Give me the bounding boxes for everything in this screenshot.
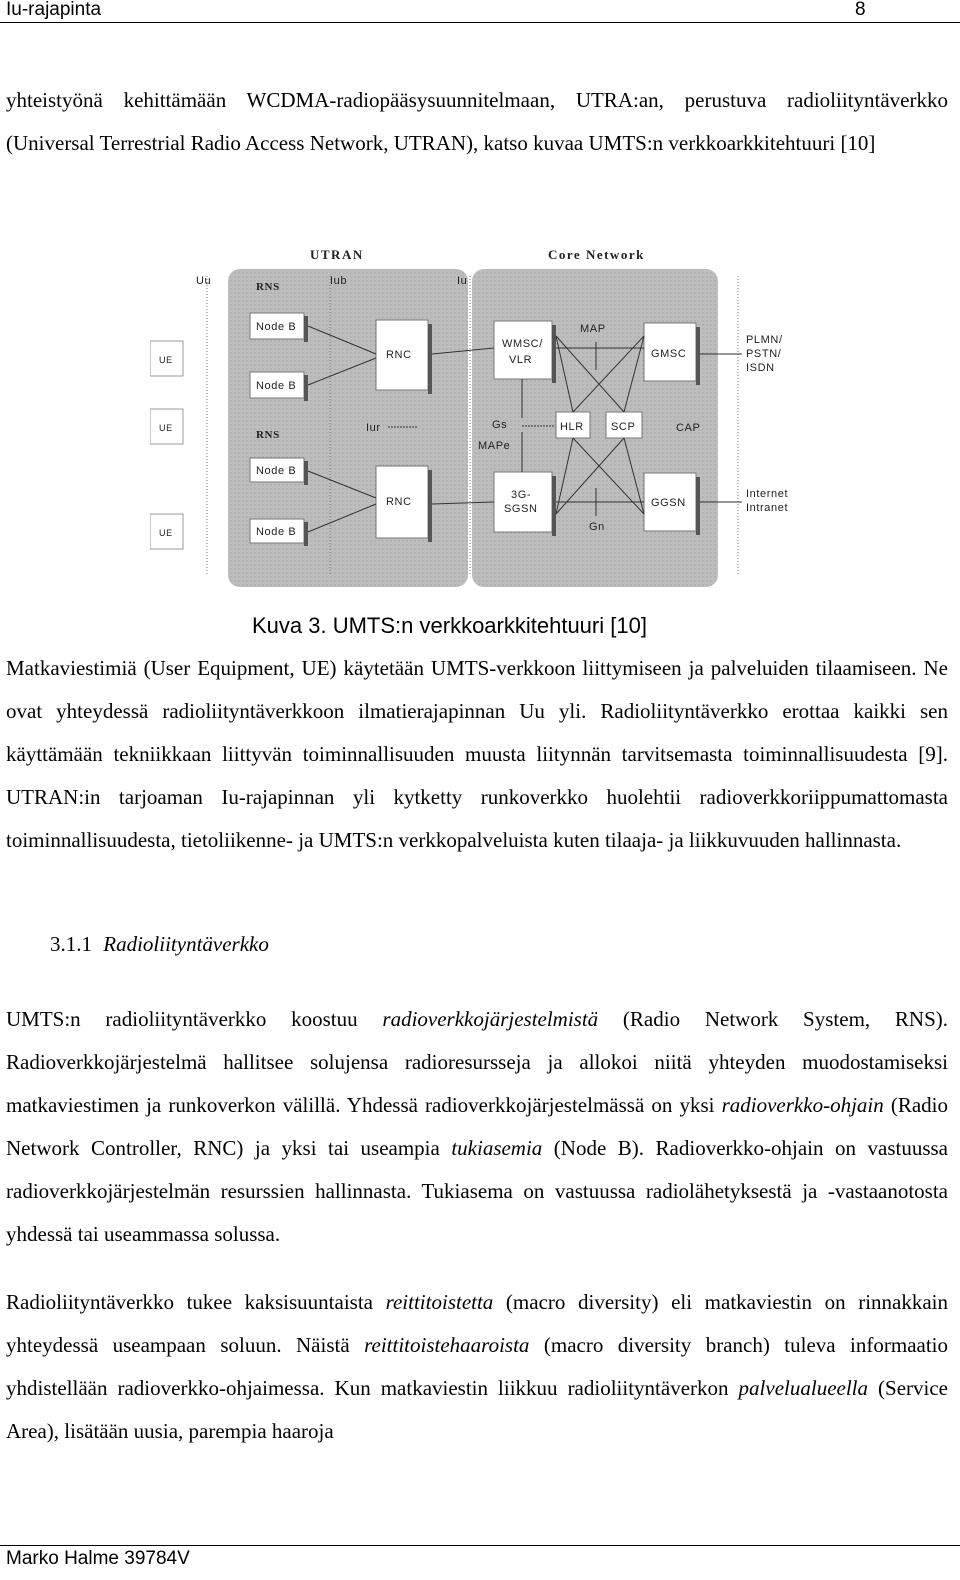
svg-text:VLR: VLR [509, 354, 533, 366]
hlr-box [556, 412, 590, 438]
svg-text:Node B: Node B [256, 465, 297, 477]
figure-caption: Kuva 3. UMTS:n verkkoarkkitehtuuri [10] [252, 613, 647, 638]
intranet-label: Intranet [746, 502, 789, 514]
rns-label-top: RNS [256, 281, 280, 293]
svg-text:RNC: RNC [386, 496, 412, 508]
section-number: 3.1.1 [50, 932, 92, 956]
page-number: 8 [855, 0, 866, 20]
svg-text:UE: UE [159, 355, 173, 365]
section-title: Radioliityntäverkko [103, 932, 269, 956]
internet-label: Internet [746, 488, 789, 500]
footer-author: Marko Halme 39784V [6, 1548, 190, 1569]
svg-text:GMSC: GMSC [651, 348, 687, 360]
rnc-box [376, 466, 432, 542]
sgsn-box [494, 472, 556, 536]
core-network-label: Core Network [548, 247, 645, 262]
svg-text:Node B: Node B [256, 380, 297, 392]
umts-architecture-diagram [150, 236, 802, 592]
section-heading [50, 932, 269, 957]
gmsc-box [644, 323, 700, 385]
rnc-box [376, 320, 432, 394]
iu-label: Iu [457, 275, 468, 287]
node-b-box [250, 313, 308, 342]
isdn-label: ISDN [746, 362, 775, 374]
gs-label: Gs [492, 419, 508, 431]
gn-label: Gn [589, 521, 605, 533]
mape-label: MAPe [478, 440, 511, 452]
node-b-box [250, 519, 308, 546]
plmn-label: PLMN/ [746, 334, 783, 346]
pstn-label: PSTN/ [746, 348, 782, 360]
paragraph-ue: Matkaviestimiä (User Equipment, UE) käytetään UMTS-verkkoon liittymiseen ja palveluiden tilaamiseen. Ne ovat yhteydessä radioliityntäverkkoon ilmatierajapinnan Uu yli. Radioliityntäverkko erottaa kaikki sen käyttämään tekniikkaan liittyvän toiminnallisuuden muusta liitynnän tarvitsemasta toiminnallisuudesta [9]. UTRAN:in tarjoaman Iu-rajapinnan yli kytketty runkoverkko huolehtii radioverkkoriippumattomasta toiminnallisuudesta, tietoliikenne- ja UMTS:n verkkopalveluista kuten tilaaja- ja liikkuvuuden hallinnasta. [6, 656, 948, 852]
page-footer [0, 1545, 960, 1580]
svg-text:GGSN: GGSN [651, 497, 686, 509]
ue-box-1 [150, 341, 183, 376]
ue-box-3 [150, 514, 183, 549]
svg-text:HLR: HLR [560, 421, 584, 433]
wmsc-vlr-box [494, 321, 556, 383]
iub-label: Iub [330, 275, 348, 287]
svg-text:UE: UE [159, 423, 173, 433]
node-b-box [250, 458, 308, 485]
page-header [0, 0, 960, 23]
scp-box [606, 412, 642, 438]
svg-text:Node B: Node B [256, 526, 297, 538]
paragraph-intro: yhteistyönä kehittämään WCDMA-radiopääsysuunnitelmaan, UTRA:an, perustuva radioliityntäverkko (Universal Terrestrial Radio Access Network, UTRAN), katso kuvaa UMTS:n verkkoarkkitehtuuri [10] [6, 88, 948, 155]
svg-text:3G-: 3G- [511, 489, 532, 501]
uu-label: Uu [196, 275, 212, 287]
svg-text:SGSN: SGSN [504, 503, 538, 515]
rns-label-bottom: RNS [256, 429, 280, 441]
svg-text:WMSC/: WMSC/ [502, 338, 543, 350]
paragraph-macro-diversity: Radioliityntäverkko tukee kaksisuuntaista reittitoistetta (macro diversity) eli matkaviestin on rinnakkain yhteydessä useampaan soluun. Näistä reittitoistehaaroista (macro diversity branch) tuleva informaatio yhdistellään radioverkko-ohjaimessa. Kun matkaviestin liikkuu radioliityntäverkon palvelualueella (Service Area), lisätään uusia, parempia haaroja [6, 1290, 949, 1443]
ue-box-2 [150, 409, 183, 444]
svg-text:Node B: Node B [256, 321, 297, 333]
svg-text:RNC: RNC [386, 349, 412, 361]
iur-label: Iur [366, 422, 381, 434]
paragraph-rns: UMTS:n radioliityntäverkko koostuu radioverkkojärjestelmistä (Radio Network System, RNS). Radioverkkojärjestelmä hallitsee solujensa radioresursseja ja allokoi niitä yhteyden muodostamiseksi matkaviestimen ja runkoverkon välillä. Yhdessä radioverkkojärjestelmässä on yksi radioverkko-ohjain (Radio Network Controller, RNC) ja yksi tai useampia tukiasemia (Node B). Radioverkko-ohjain on vastuussa radioverkkojärjestelmän resurssien hallinnasta. Tukiasema on vastuussa radiolähetyksestä ja -vastaanotosta yhdessä tai useammassa solussa. [6, 1007, 948, 1246]
cap-label: CAP [676, 422, 701, 434]
utran-label: UTRAN [310, 247, 364, 262]
header-title: Iu-rajapinta [6, 0, 102, 20]
map-label: MAP [580, 323, 606, 335]
svg-text:UE: UE [159, 528, 173, 538]
ggsn-box [644, 473, 700, 535]
node-b-box [250, 372, 308, 401]
svg-text:SCP: SCP [611, 421, 636, 433]
